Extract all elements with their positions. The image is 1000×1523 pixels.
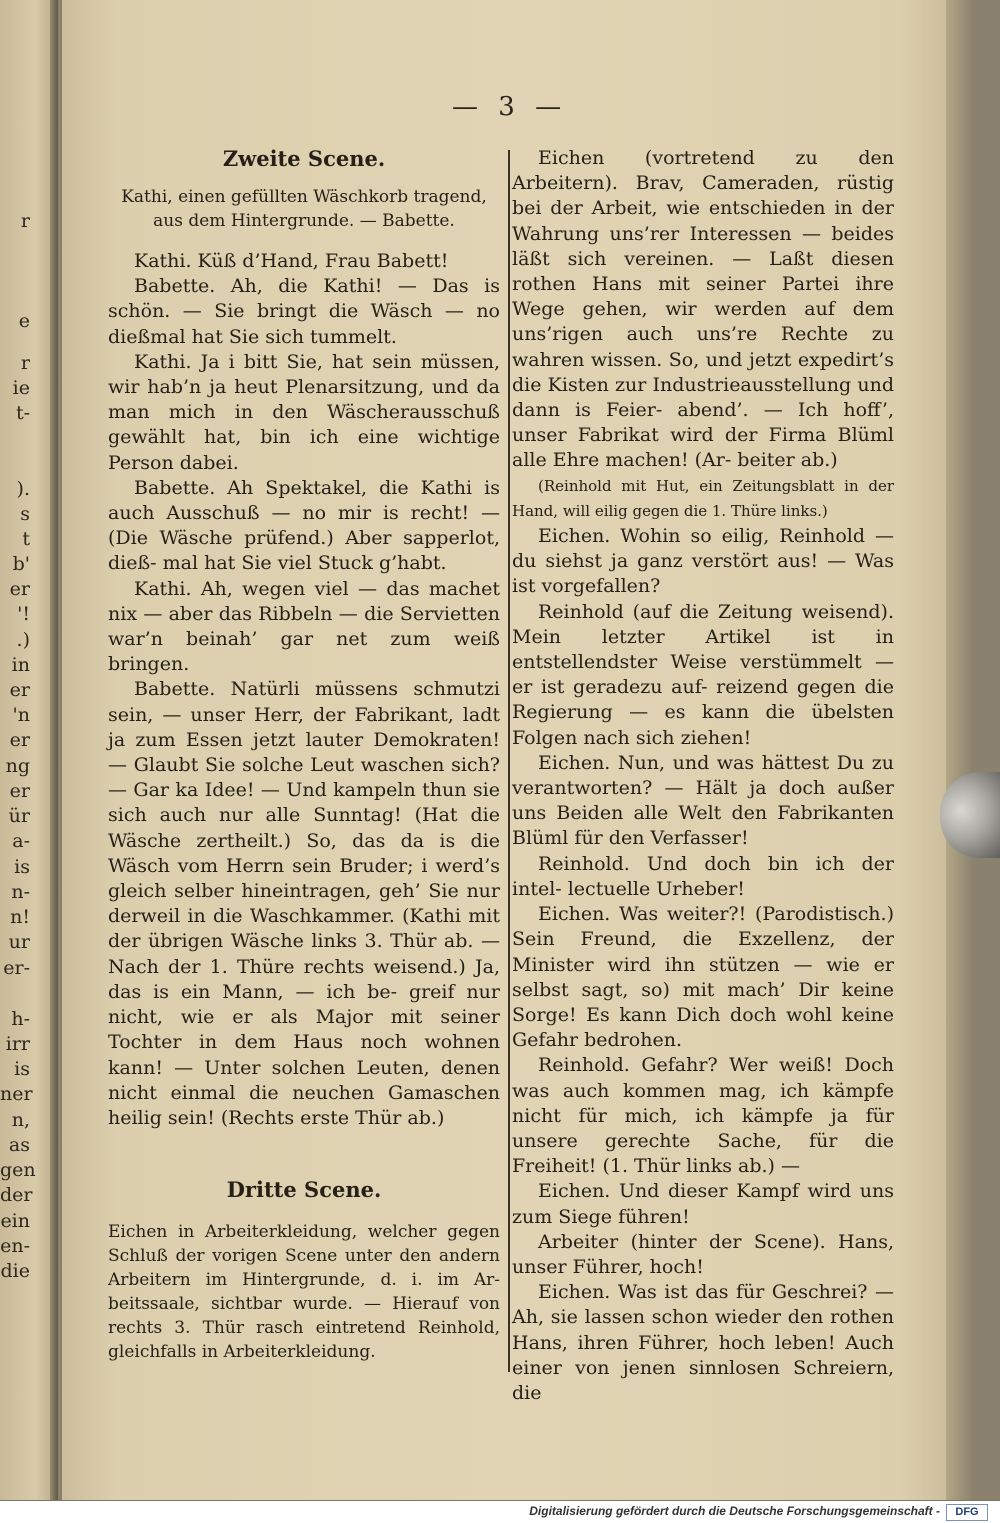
binding-gutter bbox=[50, 0, 58, 1500]
scene-2-direction: Kathi, einen gefüllten Wäschkorb tragend, aus dem Hintergrunde. — Babette. bbox=[121, 187, 487, 231]
previous-page-edge bbox=[0, 0, 58, 1500]
dialogue-paragraph: Reinhold. Und doch bin ich der intel- lectuelle Urheber! bbox=[512, 852, 894, 900]
funding-notice: Digitalisierung gefördert durch die Deutsche Forschungsgemeinschaft - bbox=[529, 1504, 940, 1518]
dialogue-paragraph: Eichen. Und dieser Kampf wird uns zum Siege führen! bbox=[512, 1180, 894, 1228]
margin-fragment: as bbox=[8, 1134, 30, 1156]
margin-fragment: e bbox=[18, 310, 30, 332]
margin-fragment: '! bbox=[17, 603, 30, 625]
margin-fragment: er bbox=[9, 679, 30, 701]
margin-fragment: er bbox=[9, 780, 30, 802]
margin-fragment: er bbox=[9, 729, 30, 751]
scene-3-title: Dritte Scene. bbox=[226, 1177, 382, 1203]
dialogue-paragraph: Eichen. Nun, und was hättest Du zu verantworten? — Hält ja doch außer uns Beiden alle Welt den Fabrikanten Blüml für den Verfasser! bbox=[512, 751, 894, 850]
left-column bbox=[108, 146, 500, 1364]
dialogue-paragraph: Kathi. Ja i bitt Sie, hat sein müssen, wir hab’n ja heut Plenarsitzung, und da man mich in den Wäscherausschuß gewählt hat, bin ich eine wichtige Person dabei. bbox=[108, 350, 500, 474]
margin-fragment: b' bbox=[12, 553, 30, 575]
dialogue-paragraph: Eichen (vortretend zu den Arbeitern). Brav, Cameraden, rüstig bei der Arbeit, wie entschieden in der Wahrung uns’rer Interessen — beides läßt sich vereinen. — Laßt diesen rothen Hans mit seiner Partei ihre Wege gehen, wir werden auf dem uns’rigen auch uns’re Rechte zu wahren wissen. So, und jetzt expedirt’s die Kisten zur Industrieausstellung und dann is Feier- abend’. — Ich hoff’, unser Fabrikat wird der Firma Blüml alle Ehre machen! (Ar- beiter ab.) bbox=[512, 147, 894, 472]
margin-fragment: 'n bbox=[12, 704, 30, 726]
margin-fragment: t bbox=[22, 528, 30, 550]
page-number: — 3 — bbox=[452, 92, 568, 122]
margin-fragment: h- bbox=[11, 1008, 30, 1030]
margin-fragment: is bbox=[14, 856, 30, 878]
margin-fragment: .) bbox=[16, 629, 30, 651]
margin-fragment: en- bbox=[0, 1235, 30, 1257]
margin-fragment: ). bbox=[16, 478, 30, 500]
margin-fragment: gen bbox=[0, 1159, 36, 1181]
dialogue-paragraph: Babette. Natürli müssens schmutzi sein, — unser Herr, der Fabrikant, ladt ja zum Essen jetzt lauter Demokraten! — Glaubt Sie solche Leut waschen sich? — Gar ka Idee! — Und kampeln thun sie sich auch nur alle Sunntag! (Hat die Wäsche zertheilt.) So, das da is die Wäsch vom Herrn sein Bruder; i werd’s gleich selber hineintragen, geh’ Sie nur derweil in die Waschkammer. (Kathi mit der übrigen Wäsche links 3. Thür ab. — Nach der 1. Thüre rechts weisend.) Ja, das is ein Mann, — ich be- greif nur nicht, wie er als Major mit seiner Tochter in dem Haus noch wohnen kann! — Unter solchen Leuten, denen nicht einmal die neuchen Gamaschen heilig sein! (Rechts erste Thür ab.) bbox=[108, 678, 500, 1129]
margin-fragment: ie bbox=[12, 377, 30, 399]
margin-fragment: r bbox=[20, 210, 30, 232]
page-edge bbox=[946, 0, 972, 1500]
margin-fragment: ur bbox=[8, 931, 30, 953]
margin-fragment: ein bbox=[0, 1210, 30, 1232]
margin-fragment: t- bbox=[15, 402, 30, 424]
dialogue-paragraph: Babette. Ah, die Kathi! — Das is schön. — Sie bringt die Wäsch — no dießmal hat Sie sich tummelt. bbox=[108, 275, 500, 348]
dialogue-paragraph: Eichen. Was weiter?! (Parodistisch.) Sein Freund, die Exzellenz, der Minister wird ihn stützen — wie er selbst sagt, so) mit mach’ Dir keine Sorge! Es kann Dich doch wohl keine Gefahr bedrohen. bbox=[512, 903, 894, 1052]
margin-fragment: n, bbox=[11, 1109, 30, 1131]
dialogue-paragraph: Reinhold. Gefahr? Wer weiß! Doch was auch kommen mag, ich kämpfe nicht für mich, ich kämpfe ja für unsere gerechte Sache, für die Freiheit! (1. Thür links ab.) — bbox=[512, 1054, 894, 1178]
dialogue-paragraph: Kathi. Ah, wegen viel — das machet nix — aber das Ribbeln — die Servietten war’n beinah’ gar net zum weiß bringen. bbox=[108, 577, 500, 676]
margin-fragment: ür bbox=[8, 805, 30, 827]
margin-fragment: n- bbox=[11, 881, 30, 903]
stage-direction: (Reinhold mit Hut, ein Zeitungsblatt in der Hand, will eilig gegen die 1. Thüre links.) bbox=[512, 476, 894, 520]
dialogue-paragraph: Eichen. Wohin so eilig, Reinhold — du siehst ja ganz verstört aus! — Was ist vorgefallen? bbox=[512, 525, 894, 598]
margin-fragment: in bbox=[11, 654, 30, 676]
margin-fragment: irr bbox=[5, 1033, 30, 1055]
right-column bbox=[512, 146, 894, 1406]
dialogue-paragraph: Arbeiter (hinter der Scene). Hans, unser Führer, hoch! bbox=[512, 1230, 894, 1278]
margin-fragment: er bbox=[9, 578, 30, 600]
margin-fragment: is bbox=[14, 1058, 30, 1080]
column-divider bbox=[508, 150, 510, 1372]
margin-fragment: s bbox=[20, 503, 30, 525]
margin-fragment: die bbox=[0, 1260, 30, 1282]
scene-2-title: Zweite Scene. bbox=[222, 146, 386, 171]
margin-fragment: a- bbox=[12, 830, 30, 852]
scene-3-direction: Eichen in Arbeiterkleidung, welcher gegen Schluß der vorigen Scene unter den andern Arbeitern im Hintergrunde, d. i. im Ar- beitssaale, sichtbar wurde. — Hierauf von rechts 3. Thür rasch eintretend Reinhold, gleichfalls in Arbeiterkleidung. bbox=[108, 1222, 500, 1363]
margin-fragment: der bbox=[0, 1184, 33, 1206]
margin-fragment: r bbox=[20, 352, 30, 374]
dfg-logo: DFG bbox=[946, 1504, 988, 1521]
footer-bar bbox=[0, 1501, 1000, 1523]
margin-fragment: ner bbox=[0, 1083, 33, 1105]
dialogue-paragraph: Babette. Ah Spektakel, die Kathi is auch Ausschuß — no mir is recht! — (Die Wäsche prüfend.) Aber sapperlot, dieß- mal hat Sie viel Stuck g’habt. bbox=[108, 476, 500, 575]
dialogue-paragraph: Eichen. Was ist das für Geschrei? — Ah, sie lassen schon wieder den rothen Hans, ihren Führer, hoch leben! Auch einer von jenen sinnlosen Schreiern, die bbox=[512, 1281, 894, 1404]
margin-fragment: n! bbox=[10, 906, 30, 928]
margin-fragment: er- bbox=[3, 957, 30, 979]
margin-fragment: ng bbox=[5, 755, 30, 777]
dialogue-paragraph: Kathi. Küß d’Hand, Frau Babett! bbox=[134, 250, 449, 272]
dialogue-paragraph: Reinhold (auf die Zeitung weisend). Mein letzter Artikel ist in entstellendster Weise verstümmelt — er ist geradezu auf- reizend gegen die Regierung — es kann die übelsten Folgen nach sich ziehen! bbox=[512, 600, 894, 749]
